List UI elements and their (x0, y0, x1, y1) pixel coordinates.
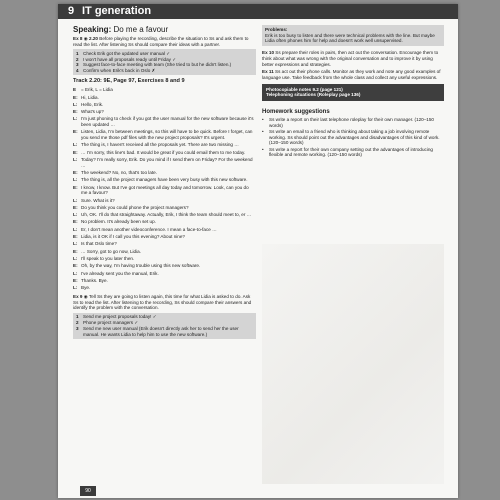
homework-item: • Ss write an email to a friend who is thinking about taking a job involving remote working. Ss should point out the advantages and disadvantages of this kind of work. (120–150 words) (262, 128, 440, 146)
page-number: 90 (80, 486, 96, 496)
exercise-8-instructions (73, 36, 256, 47)
homework-heading: Homework suggestions (262, 109, 330, 116)
dialogue-line: E: What's up? (73, 109, 104, 115)
dialogue-line: E = Erik, L = Lidia (73, 87, 113, 93)
answer-row: 1 Check Erik got the updated user manual ✓ (76, 50, 171, 56)
dialogue-line: L: Is that Oslo time? (73, 241, 117, 247)
answer-row: 2 I won't have all proposals ready until Friday ✓ (76, 56, 177, 62)
dialogue-line: E: The weekend? No, no, that's too late. (73, 170, 157, 175)
dialogue-line: E: I know, I know. But I've got meetings all day today and tomorrow. Look, can you do me a favour? (73, 184, 249, 196)
dialogue-line: L: I'm just phoning to check if you got the user manual for the new software because it's been updated … (73, 116, 254, 128)
homework-item: • Ss write a report for their own company setting out the advantages of introducing flexible and remote working. (120–150 words) (262, 146, 433, 158)
exercise-9-ref: Ex 9 (73, 293, 83, 299)
exercise-8-text: Before playing the recording, describe the situation to Ss and ask them to read the list. After listening Ss should compare their ideas with a partner. (73, 36, 249, 47)
dialogue-line: L: Er, I don't mean another videoconference. I mean a face-to-face … (73, 226, 217, 232)
exercise-10-ref: Ex 10 (262, 50, 275, 56)
exercise-9-instructions (73, 294, 256, 311)
dialogue-line: L: The thing is, all the project managers have been very busy with this new software. (73, 177, 248, 183)
exercise-11-instructions (262, 69, 444, 80)
exercise-10-instructions (262, 50, 444, 67)
exercise-11-ref: Ex 11 (262, 69, 274, 75)
dialogue-line: L: Uh, OK. I'll do that straightaway. Actually, Erik, I think the team should meet to, er … (73, 212, 252, 218)
photocopiable-line-1: Photocopiable notes 9.2 (page 121) (266, 86, 343, 92)
dialogue-line: E: … Sorry, got to go now, Lidia. (73, 248, 141, 254)
track-heading: Track 2.20: 9E, Page 97, Exercises 8 and 9 (73, 78, 185, 85)
dialogue-line: E: Lidia, is it OK if I call you this evening? About nine? (73, 234, 185, 240)
dialogue-line: L: I'll speak to you later then. (73, 255, 135, 261)
homework-list (262, 117, 444, 158)
answer-row: 2 Phone project managers ✓ (76, 320, 139, 326)
answer-row: 3 Send me new user manual (Erik doesn't directly ask her to send her the user manual. He wants Lidia to help him to use the new software.) (76, 325, 239, 337)
unit-title: IT generation (82, 5, 152, 17)
right-column (262, 25, 444, 158)
unit-header-bar (58, 4, 458, 19)
dialogue-line: E: … I'm sorry, this line's bad. It would be great if you could email them to me today. (73, 149, 246, 155)
answer-row: 3 Suggest face-to-face meeting with team (She tried to but he didn't listen.) (76, 62, 232, 68)
exercise-8-ref: Ex 8 (73, 36, 83, 41)
dialogue-line: L: The thing is, I haven't received all the proposals yet. There are two missing … (73, 142, 239, 148)
dialogue-transcript (73, 87, 256, 291)
audio-icon: ◉ (83, 293, 88, 299)
bullet-icon: • (262, 128, 264, 134)
dialogue-line: E: Hi, Lidia. (73, 94, 99, 100)
bullet-icon: • (262, 146, 264, 152)
dialogue-line: L: Today? I'm really sorry, Erik. Do you mind if I send them on Friday? For the weekend … (73, 157, 253, 168)
problems-text: Erik is too busy to listen and there were technical problems with the line. But maybe Lidia often phones him for help and doesn't work well unsupervised. (265, 32, 435, 44)
speaking-heading: Speaking: Do me a favour (73, 25, 169, 34)
dialogue-line: L: Sure. What is it? (73, 197, 115, 203)
exercise-10-text: Ss prepare their roles in pairs, then act out the conversation. Encourage them to think about what was wrong with the original conversation and to improve it by using better expressions and strategies. (262, 50, 439, 67)
exercise-11-text: Ss act out their phone calls. Monitor as they work and note any good examples of language use. Take feedback from the whole class and collect any useful expressions. (262, 69, 441, 80)
dialogue-line: L: Hello, Erik. (73, 101, 104, 107)
exercise-9-answer-box (73, 313, 256, 339)
exercise-9-text: Tell Ss they are going to listen again, this time for what Lidia is asked to do. Ask Ss to read the list. After listening to the recording, Ss should compare their answers and identify the problem with the conversation. (73, 293, 252, 311)
answer-row: 1 Send me project proposals today! ✓ (76, 314, 157, 320)
exercise-8-track: 2.20 (89, 36, 98, 41)
dialogue-line: E: Thanks. Bye. (73, 277, 108, 283)
photocopiable-line-2: Telephoning situations (Roleplay page 136) (266, 92, 361, 98)
dialogue-line: E: Do you think you could phone the project managers? (73, 204, 189, 210)
dialogue-line: E: Oh, by the way, I'm having trouble using this new software. (73, 263, 201, 269)
problems-box (262, 25, 444, 46)
homework-item: • Ss write a report on their last telephone roleplay for their own manager. (120–150 words) (262, 117, 434, 128)
problems-label: Problems: (265, 27, 288, 32)
unit-number: 9 (68, 5, 75, 17)
dialogue-line: L: Bye. (73, 285, 91, 291)
blank-page-area (262, 244, 444, 484)
exercise-8-answer-box (73, 49, 256, 75)
book-page (58, 4, 458, 498)
photocopiable-notes-box (262, 84, 444, 101)
bullet-icon: • (262, 117, 264, 123)
dialogue-line: L: I've already sent you the manual, Erik. (73, 270, 159, 276)
left-column (73, 25, 256, 342)
audio-icon: ◉ (83, 36, 88, 41)
answer-row: 4 Confirm when Erik's back in Oslo ✗ (76, 68, 156, 74)
dialogue-line: E: Listen, Lidia, I'm between meetings, so this will have to be quick. Before I forget, can you send me those pdf files with the new project proposals? It's urgent. (73, 129, 253, 141)
dialogue-line: E: No problem. It's already been set up. (73, 219, 156, 225)
